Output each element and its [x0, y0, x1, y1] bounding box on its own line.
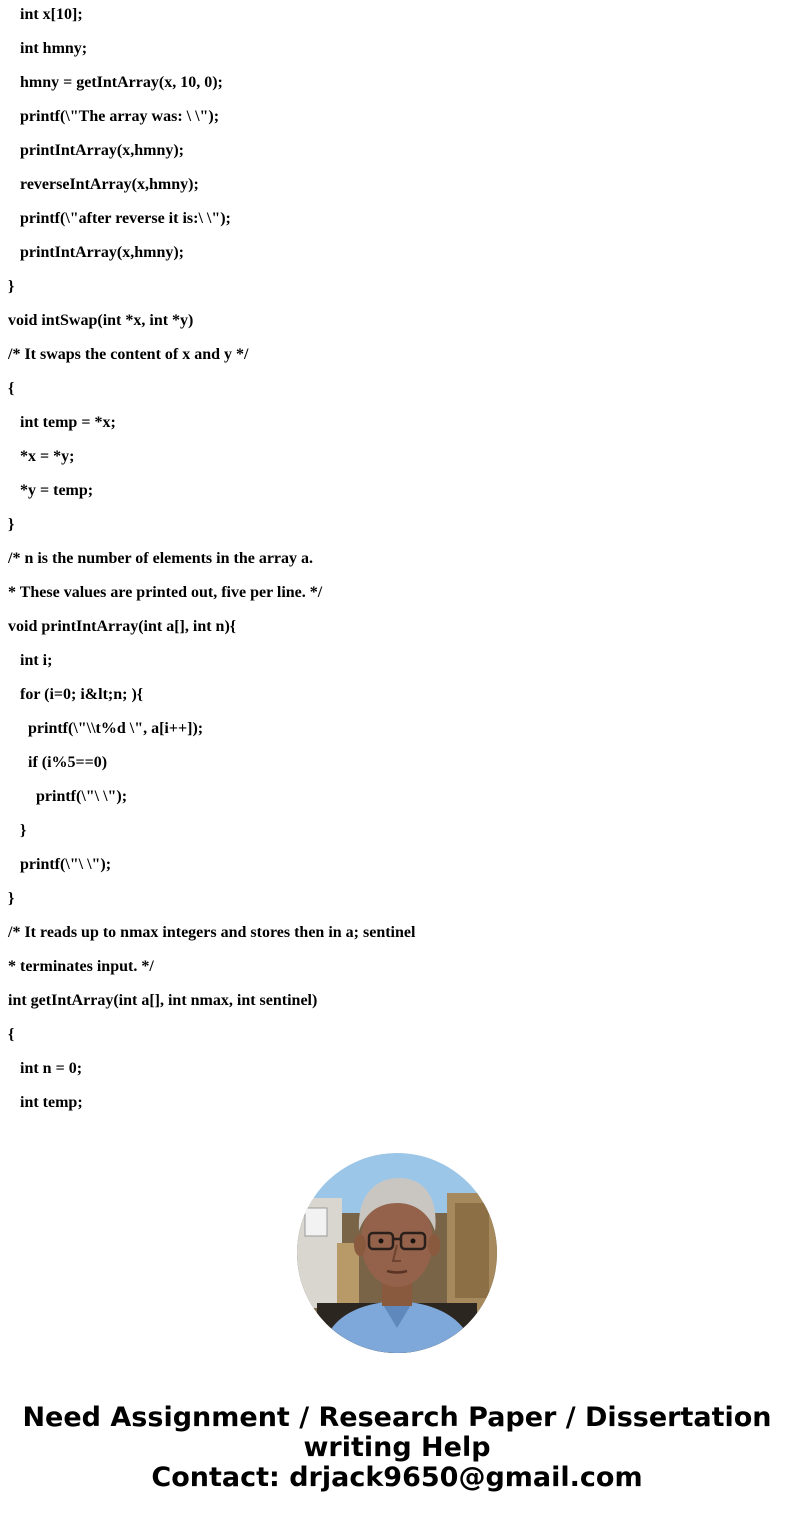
code-line: printIntArray(x,hmny); [8, 244, 184, 261]
code-line: { [8, 1026, 15, 1043]
code-line: int hmny; [8, 40, 88, 57]
code-line: int getIntArray(int a[], int nmax, int sentinel) [8, 992, 318, 1009]
code-line: for (i=0; i&lt;n; ){ [8, 686, 144, 703]
code-line: *x = *y; [8, 448, 75, 465]
code-line: printf(\"The array was: \ \"); [8, 108, 220, 125]
author-avatar [297, 1153, 497, 1353]
code-line: * These values are printed out, five per line. */ [8, 584, 323, 601]
code-line: int n = 0; [8, 1060, 83, 1077]
code-line: int x[10]; [8, 6, 83, 23]
code-line: int temp = *x; [8, 414, 116, 431]
code-line: { [8, 380, 15, 397]
author-photo [297, 1153, 497, 1353]
code-line: printf(\"\ \"); [8, 788, 128, 805]
code-line: hmny = getIntArray(x, 10, 0); [8, 74, 223, 91]
code-line: printf(\"\\t%d \", a[i++]); [8, 720, 204, 737]
code-line: * terminates input. */ [8, 958, 154, 975]
code-line: printf(\"after reverse it is:\ \"); [8, 210, 231, 227]
code-line: /* n is the number of elements in the array a. [8, 550, 314, 567]
code-line: } [8, 890, 15, 907]
code-line: } [8, 516, 15, 533]
code-line: /* It swaps the content of x and y */ [8, 346, 249, 363]
code-line: void printIntArray(int a[], int n){ [8, 618, 237, 635]
code-line: *y = temp; [8, 482, 94, 499]
code-line: } [8, 278, 15, 295]
code-line: printIntArray(x,hmny); [8, 142, 184, 159]
code-line: if (i%5==0) [8, 754, 108, 771]
code-line: void intSwap(int *x, int *y) [8, 312, 194, 329]
promo-subheadline: writing Help [303, 1432, 491, 1463]
code-line: int i; [8, 652, 53, 669]
code-line: } [8, 822, 27, 839]
code-line: int temp; [8, 1094, 83, 1111]
promo-headline: Need Assignment / Research Paper / Dissertation [22, 1402, 772, 1433]
contact-email: Contact: drjack9650@gmail.com [151, 1462, 643, 1493]
code-line: /* It reads up to nmax integers and stores then in a; sentinel [8, 924, 416, 941]
contact-banner [0, 1403, 794, 1493]
code-line: printf(\"\ \"); [8, 856, 112, 873]
code-line: reverseIntArray(x,hmny); [8, 176, 199, 193]
